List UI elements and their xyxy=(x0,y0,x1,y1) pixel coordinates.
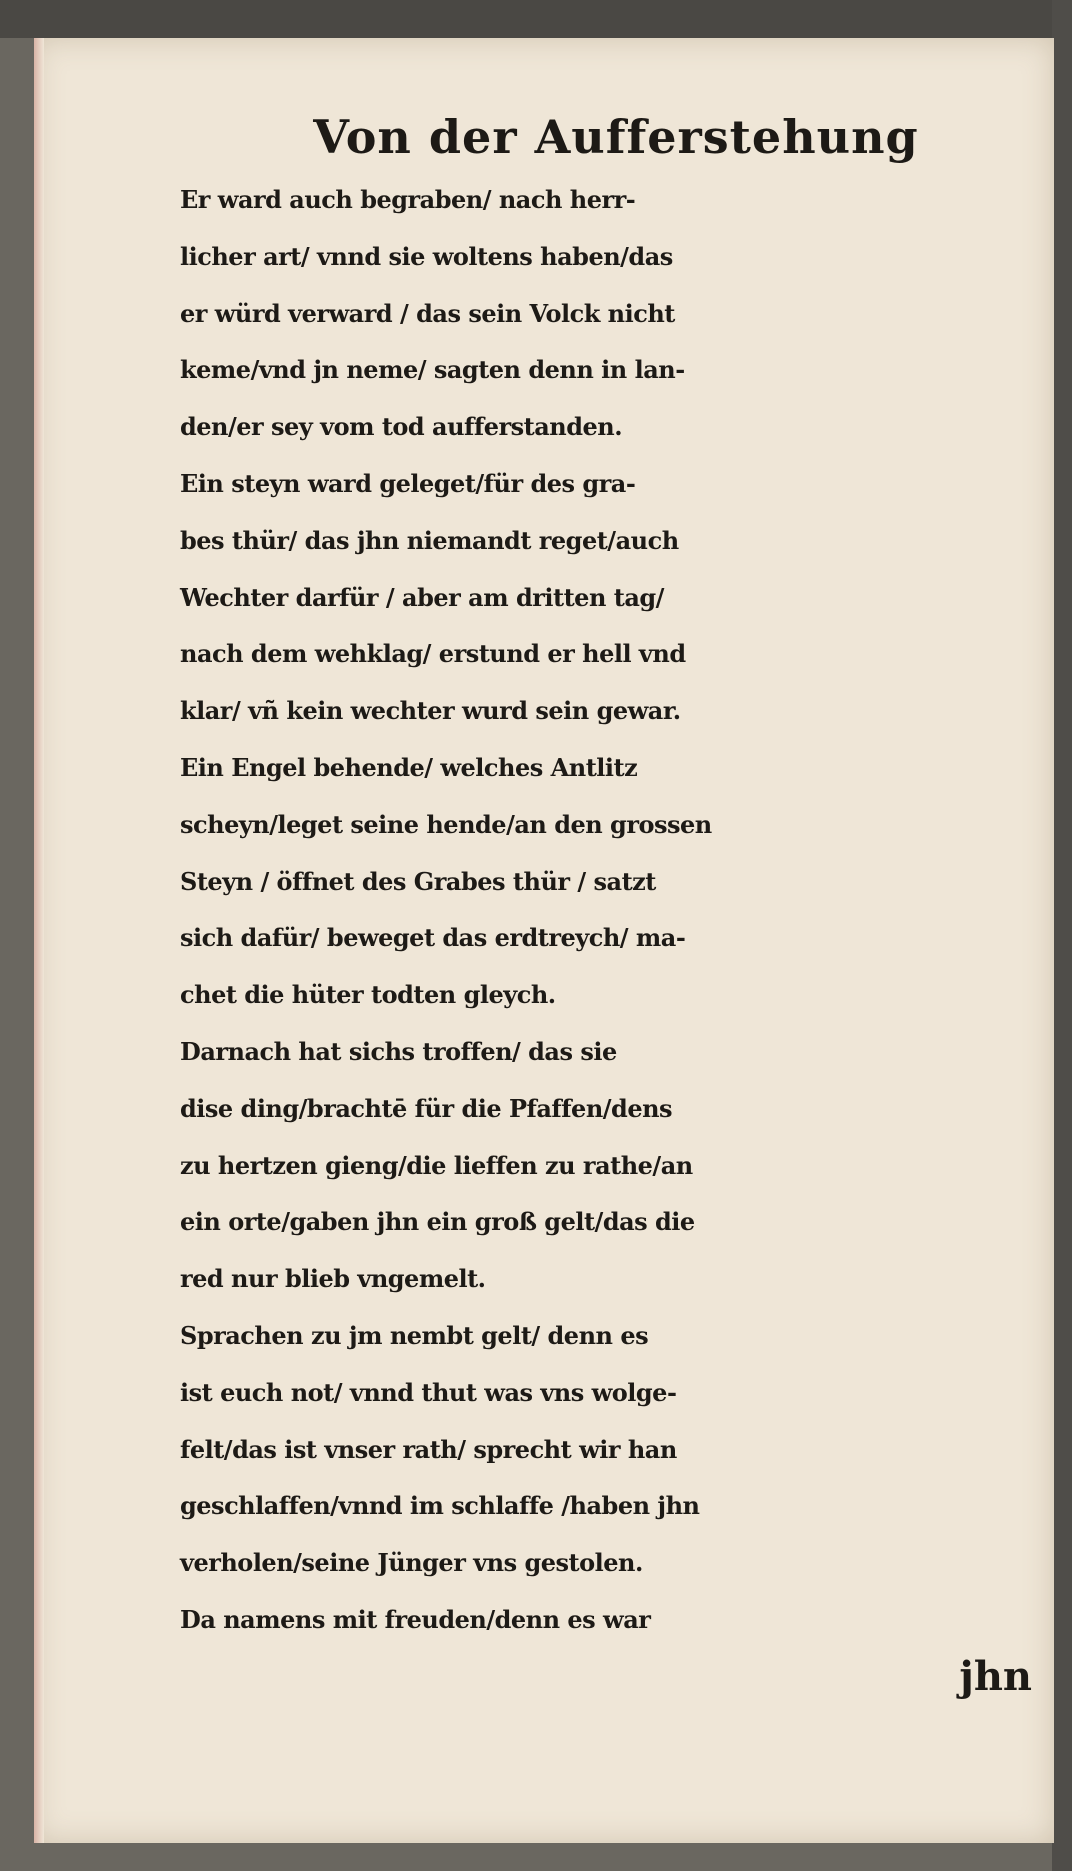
text-line: verholen/seine Jünger vns gestolen. xyxy=(180,1548,643,1578)
scan-top-border xyxy=(0,0,1072,38)
scan-right-border xyxy=(1052,0,1072,1871)
text-line: Er ward auch begraben/ nach herr- xyxy=(180,185,636,214)
text-line: keme/vnd jn neme/ sagten denn in lan- xyxy=(180,355,685,385)
text-line: Da namens mit freuden/denn es war xyxy=(180,1604,651,1634)
text-line: dise ding/brachtē für die Pfaffen/dens xyxy=(180,1093,673,1123)
catchword: jhn xyxy=(959,1652,1032,1700)
text-line: den/er sey vom tod aufferstanden. xyxy=(180,412,623,442)
text-line: sich dafür/ beweget das erdtreych/ ma- xyxy=(180,923,686,953)
text-line: Steyn / öffnet des Grabes thür / satzt xyxy=(180,866,656,896)
text-line: er würd verward / das sein Volck nicht xyxy=(180,298,675,328)
text-line: zu hertzen gieng/die lieffen zu rathe/an xyxy=(180,1150,693,1180)
page-edge xyxy=(34,38,44,1843)
text-line: Darnach hat sichs troffen/ das sie xyxy=(180,1036,617,1066)
text-line: bes thür/ das jhn niemandt reget/auch xyxy=(180,525,679,555)
text-line: klar/ vñ kein wechter wurd sein gewar. xyxy=(180,696,681,726)
text-line: felt/das ist vnser rath/ sprecht wir han xyxy=(180,1434,677,1464)
text-line: ein orte/gaben jhn ein groß gelt/das die xyxy=(180,1207,695,1237)
text-line: red nur blieb vngemelt. xyxy=(180,1264,486,1294)
text-line: chet die hüter todten gleych. xyxy=(180,980,556,1010)
text-line: ist euch not/ vnnd thut was vns wolge- xyxy=(180,1377,677,1407)
text-line: licher art/ vnnd sie woltens haben/das xyxy=(180,241,673,271)
text-line: Wechter darfür / aber am dritten tag/ xyxy=(180,582,664,612)
text-line: Sprachen zu jm nembt gelt/ denn es xyxy=(180,1320,649,1350)
text-line: Ein Engel behende/ welches Antlitz xyxy=(180,752,638,782)
text-line: Ein steyn ward geleget/für des gra- xyxy=(180,468,636,498)
text-line: geschlaffen/vnnd im schlaffe /haben jhn xyxy=(180,1491,700,1521)
page-heading: Von der Aufferstehung xyxy=(313,110,919,164)
page-text xyxy=(180,110,1052,1705)
text-line: scheyn/leget seine hende/an den grossen xyxy=(180,809,712,839)
text-line: nach dem wehklag/ erstund er hell vnd xyxy=(180,639,686,669)
